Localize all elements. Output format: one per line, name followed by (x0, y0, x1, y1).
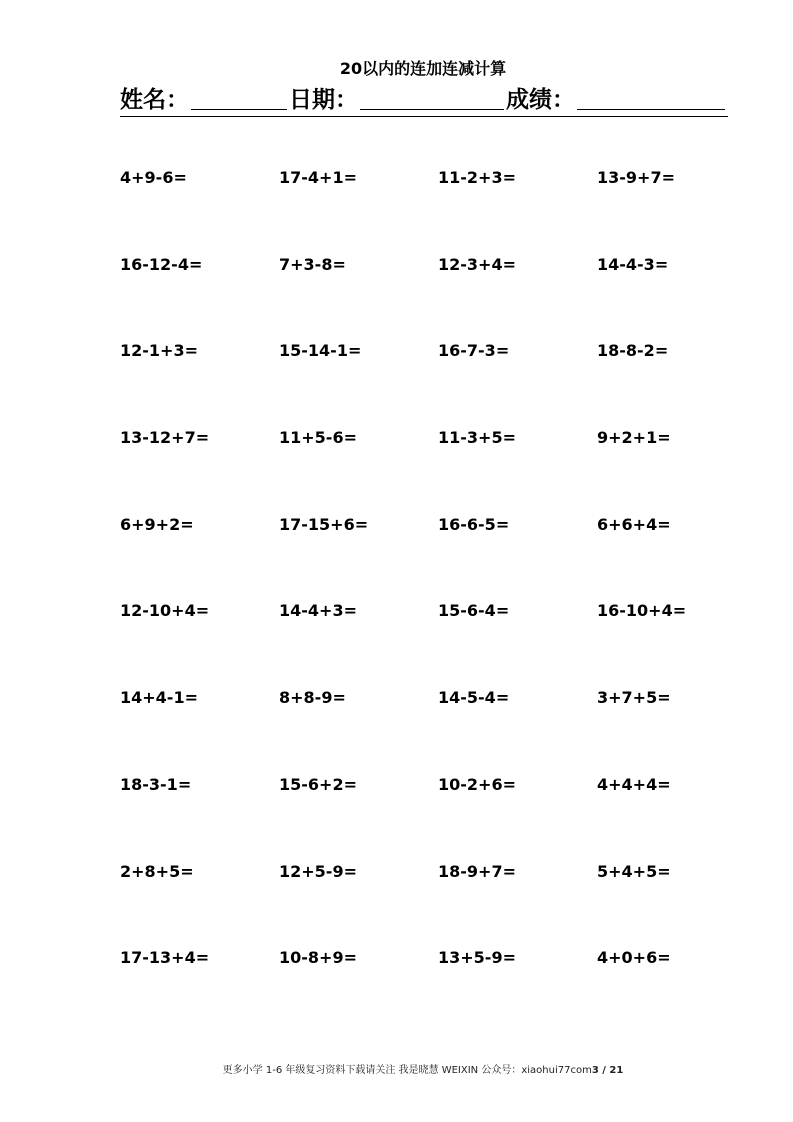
problem-item: 14-4-3= (597, 254, 669, 274)
problem-item: 16-7-3= (438, 341, 510, 361)
problem-item: 16-10+4= (597, 601, 687, 621)
problem-item: 11-3+5= (438, 428, 516, 448)
date-field (289, 85, 506, 116)
problem-item: 18-8-2= (597, 341, 669, 361)
problem-item: 12-3+4= (438, 254, 516, 274)
problem-item: 11-2+3= (438, 168, 516, 187)
problem-item: 13-9+7= (597, 168, 675, 187)
problem-row (120, 339, 760, 426)
problem-item: 4+9-6= (120, 168, 187, 187)
problem-item: 5+4+5= (597, 861, 671, 881)
problem-item: 12+5-9= (279, 861, 357, 881)
problem-row (120, 513, 760, 600)
problem-item: 14+4-1= (120, 688, 198, 708)
problem-item: 14-4+3= (279, 601, 357, 621)
student-info-header (120, 82, 728, 117)
problem-item: 17-13+4= (120, 948, 210, 968)
name-label: 姓名： (120, 87, 189, 113)
problem-item: 15-6+2= (279, 774, 357, 794)
problem-item: 6+9+2= (120, 514, 194, 534)
problem-row (120, 599, 760, 686)
date-blank[interactable] (360, 85, 504, 110)
problem-item: 14-5-4= (438, 688, 510, 708)
problem-item: 12-1+3= (120, 341, 198, 361)
score-field (506, 85, 725, 116)
problem-grid (120, 166, 760, 1033)
problem-item: 6+6+4= (597, 514, 671, 534)
problem-item: 16-6-5= (438, 514, 510, 534)
problem-item: 11+5-6= (279, 428, 357, 448)
problem-item: 18-9+7= (438, 861, 516, 881)
problem-item: 17-4+1= (279, 168, 357, 187)
page-footer (0, 1064, 793, 1078)
problem-item: 15-14-1= (279, 341, 362, 361)
problem-row (120, 253, 760, 340)
problem-item: 9+2+1= (597, 428, 671, 448)
problem-item: 15-6-4= (438, 601, 510, 621)
date-label: 日期： (289, 87, 358, 113)
footer-text: 更多小学 1-6 年级复习资料下载请关注 我是晓慧 WEIXIN 公众号：xiaohui77com (222, 1065, 592, 1076)
problem-item: 10-8+9= (279, 948, 357, 968)
problem-item: 4+0+6= (597, 948, 671, 968)
problem-item: 13+5-9= (438, 948, 516, 968)
problem-item: 4+4+4= (597, 774, 671, 794)
problem-row (120, 946, 760, 1033)
problem-item: 7+3-8= (279, 254, 346, 274)
worksheet-title: 20以内的连加连减计算 (339, 59, 507, 78)
score-label: 成绩： (506, 87, 575, 113)
score-blank[interactable] (577, 85, 725, 110)
problem-item: 8+8-9= (279, 688, 346, 708)
problem-item: 18-3-1= (120, 774, 192, 794)
problem-item: 13-12+7= (120, 428, 210, 448)
problem-item: 10-2+6= (438, 774, 516, 794)
problem-item: 17-15+6= (279, 514, 369, 534)
problem-row (120, 166, 760, 253)
problem-item: 12-10+4= (120, 601, 210, 621)
problem-item: 2+8+5= (120, 861, 194, 881)
problem-row (120, 426, 760, 513)
problem-row (120, 686, 760, 773)
problem-row (120, 773, 760, 860)
page-number: 3 / 21 (591, 1065, 624, 1076)
name-field (120, 85, 289, 116)
problem-item: 16-12-4= (120, 254, 203, 274)
problem-row (120, 860, 760, 947)
problem-item: 3+7+5= (597, 688, 671, 708)
name-blank[interactable] (191, 85, 287, 110)
